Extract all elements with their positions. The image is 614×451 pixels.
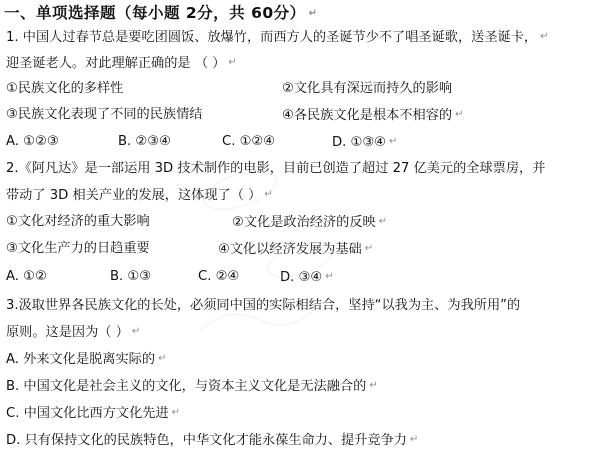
q2-statement-1: ①文化对经济的重大影响 <box>6 214 150 229</box>
paragraph-mark-icon: ↵ <box>171 407 181 418</box>
paragraph-mark-icon: ↵ <box>369 380 378 391</box>
q2-statement-4-text: ④文化以经济发展为基础 <box>218 242 362 257</box>
q1-option-a: A. ①②③ <box>6 134 59 149</box>
q2-stem-line1 <box>6 160 545 178</box>
q2-option-c: C. ②④ <box>198 269 240 284</box>
q2-statement-4 <box>218 240 373 259</box>
q1-statement-3: ③民族文化表现了不同的民族情结 <box>6 107 203 122</box>
q1-option-d-text: D. ①③④ <box>332 135 387 150</box>
paragraph-mark-icon: ↵ <box>540 31 549 42</box>
q1-option-b: B. ②③④ <box>118 134 171 149</box>
q1-option-c: C. ①②④ <box>222 134 276 149</box>
q2-stem-line2-text: 带动了 3D 相关产业的发展，这体现了（ ） <box>6 188 262 203</box>
paragraph-mark-icon: ↵ <box>325 271 334 282</box>
q2-statement-2 <box>232 213 387 232</box>
paragraph-mark-icon: ↵ <box>264 189 273 200</box>
q1-stem-line2-text: 迎圣诞老人。对此理解正确的是 （ ） <box>6 56 226 71</box>
q2-option-a: A. ①② <box>6 269 47 284</box>
q3-stem-line1-text: 3.汲取世界各民族文化的长处，必须同中国的实际相结合，坚持“以我为主、为我所用”的 <box>6 298 521 313</box>
q3-option-c-text: C. 中国文化比西方文化先进 <box>6 406 169 421</box>
paragraph-mark-icon: ↵ <box>409 434 419 445</box>
q2-option-d <box>280 268 334 287</box>
section-title-text: 一、单项选择题（每小题 2分，共 60分） <box>4 4 306 22</box>
paragraph-mark-icon: ↵ <box>308 7 318 19</box>
q3-option-d-text: D. 只有保持文化的民族特色，中华文化才能永葆生命力、提升竞争力 <box>6 433 407 448</box>
q1-statement-1: ①民族文化的多样性 <box>6 81 124 96</box>
paragraph-mark-icon: ↵ <box>378 216 388 227</box>
paragraph-mark-icon: ↵ <box>158 353 167 364</box>
q2-option-d-text: D. ③④ <box>280 270 323 285</box>
q3-option-a <box>6 350 166 369</box>
q2-stem-line2 <box>6 186 273 205</box>
paragraph-mark-icon: ↵ <box>389 136 398 147</box>
q3-option-b-text: B. 中国文化是社会主义的文化，与资本主义文化是无法融合的 <box>6 379 367 394</box>
q3-stem-line2 <box>6 323 140 342</box>
q1-stem-line1-text: 1. 中国人过春节总是要吃团圆饭、放爆竹，而西方人的圣诞节少不了唱圣诞歌，送圣诞卡， <box>6 30 538 45</box>
q1-stem-line1 <box>6 28 548 47</box>
paragraph-mark-icon: ↵ <box>228 57 237 68</box>
q1-stem-line2 <box>6 54 237 73</box>
q3-option-b <box>6 377 378 396</box>
q2-option-b: B. ①③ <box>110 269 152 284</box>
paragraph-mark-icon: ↵ <box>131 326 141 337</box>
q2-stem-line1-text: 2.《阿凡达》是一部运用 3D 技术制作的电影，目前已创造了超过 27 亿美元的全球票房，并 <box>6 161 546 176</box>
q1-statement-4 <box>282 106 463 125</box>
q3-option-c <box>6 404 180 423</box>
section-title <box>4 3 318 24</box>
q3-stem-line1 <box>6 297 520 315</box>
q3-option-d <box>6 431 418 450</box>
q2-statement-3: ③文化生产力的日趋重要 <box>6 241 150 256</box>
q3-stem-line2-text: 原则。这是因为（ ） <box>6 325 129 340</box>
q3-option-a-text: A. 外来文化是脱离实际的 <box>6 352 156 367</box>
paragraph-mark-icon: ↵ <box>364 243 374 254</box>
q1-option-d <box>332 133 397 152</box>
q1-statement-2: ②文化具有深远而持久的影响 <box>282 81 453 96</box>
q2-statement-2-text: ②文化是政治经济的反映 <box>232 215 376 230</box>
paragraph-mark-icon: ↵ <box>455 109 464 120</box>
q1-statement-4-text: ④各民族文化是根本不相容的 <box>282 108 453 123</box>
